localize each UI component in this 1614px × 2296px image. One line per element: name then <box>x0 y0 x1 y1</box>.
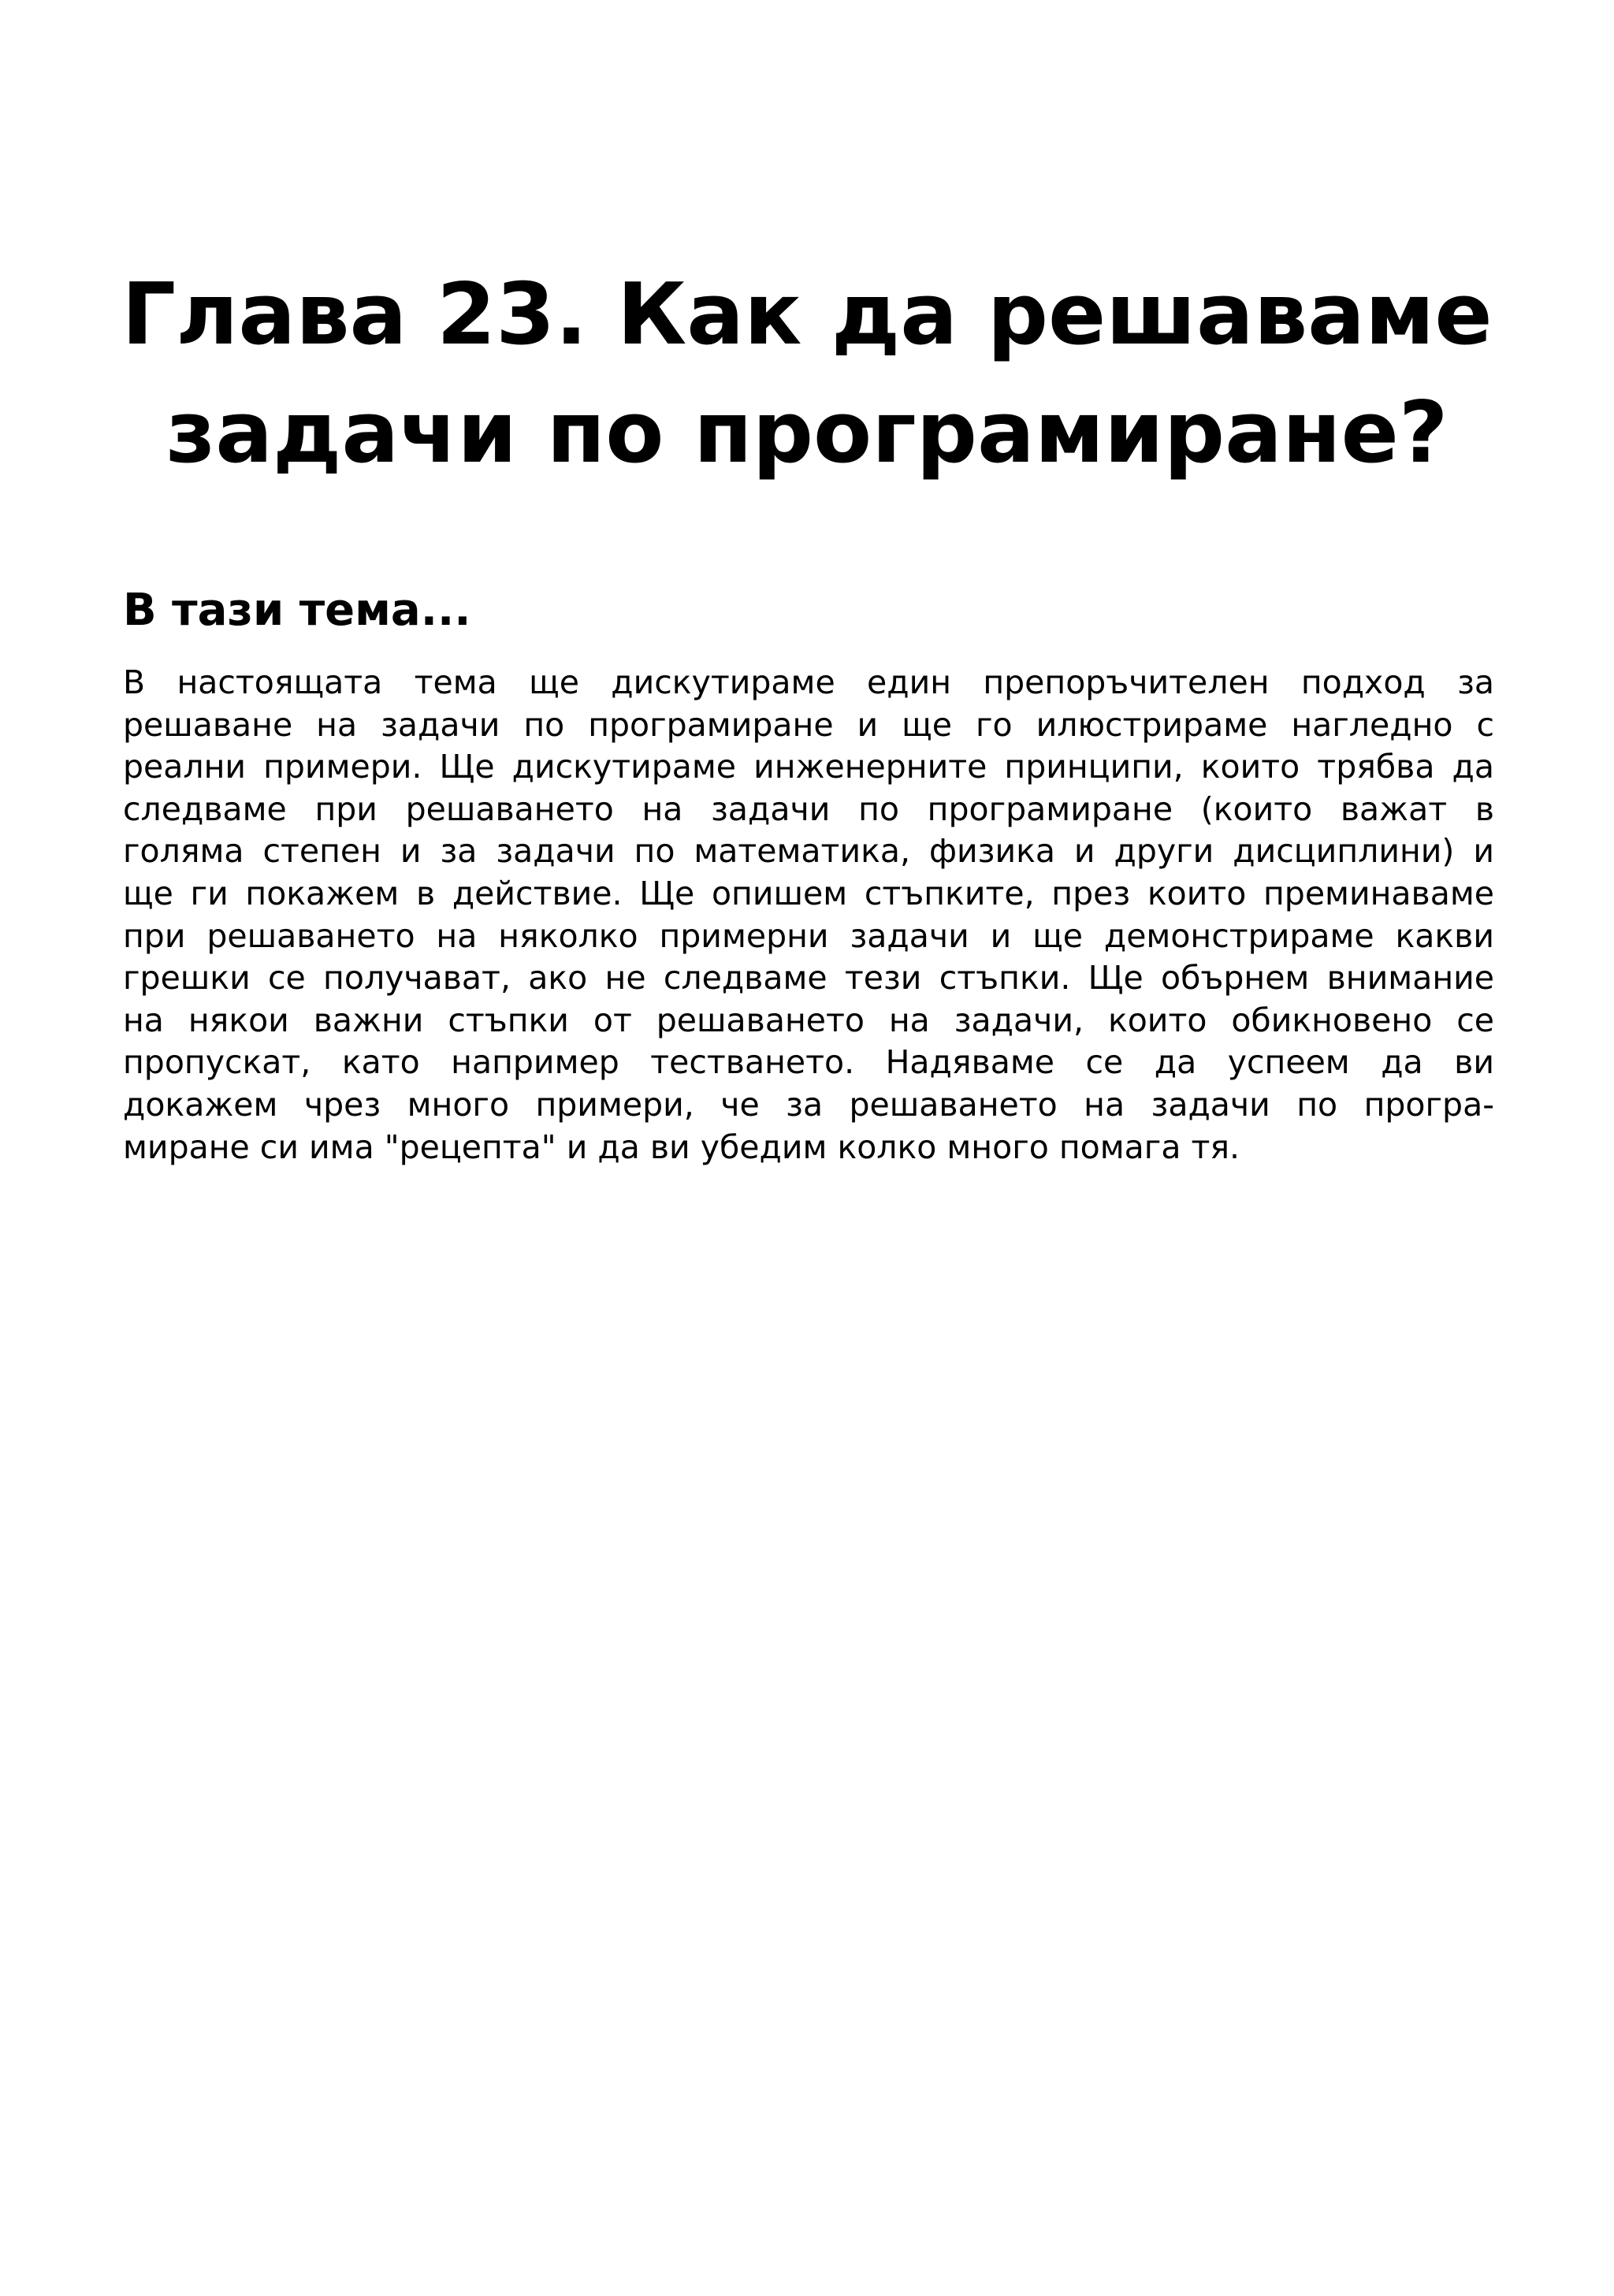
chapter-title-line-1: Глава 23. Как да решаваме <box>121 266 1493 364</box>
paragraph-line: при решаването на няколко примерни задачи и ще демонстрираме какви <box>123 916 1494 955</box>
paragraph-line: грешки се получават, ако не следваме тези стъпки. Ще обърнем внимание <box>123 959 1494 998</box>
chapter-title-line-2: задачи по програмиране? <box>165 384 1449 482</box>
paragraph-line: ще ги покажем в действие. Ще опишем стъпките, през които преминаваме <box>123 874 1494 912</box>
section-heading: В тази тема... <box>123 585 471 636</box>
intro-paragraph <box>123 662 1494 1168</box>
paragraph-line: реални примери. Ще дискутираме инженерните принципи, които трябва да <box>123 748 1494 786</box>
chapter-title <box>95 256 1519 492</box>
paragraph-line: голяма степен и за задачи по математика, физика и други дисциплини) и <box>123 832 1494 871</box>
paragraph-line: докажем чрез много примери, че за решаването на задачи по програ- <box>123 1085 1494 1124</box>
paragraph-line: миране си има "рецепта" и да ви убедим колко много помага тя. <box>123 1128 1240 1166</box>
paragraph-line: пропускат, като например тестването. Надяваме се да успеем да ви <box>123 1043 1494 1082</box>
paragraph-line: решаване на задачи по програмиране и ще го илюстрираме нагледно с <box>123 705 1494 744</box>
paragraph-line: следваме при решаването на задачи по програмиране (които важат в <box>123 789 1494 828</box>
paragraph-line: В настоящата тема ще дискутираме един препоръчителен подход за <box>123 663 1494 701</box>
paragraph-line: на някои важни стъпки от решаването на задачи, които обикновено се <box>123 1001 1494 1039</box>
